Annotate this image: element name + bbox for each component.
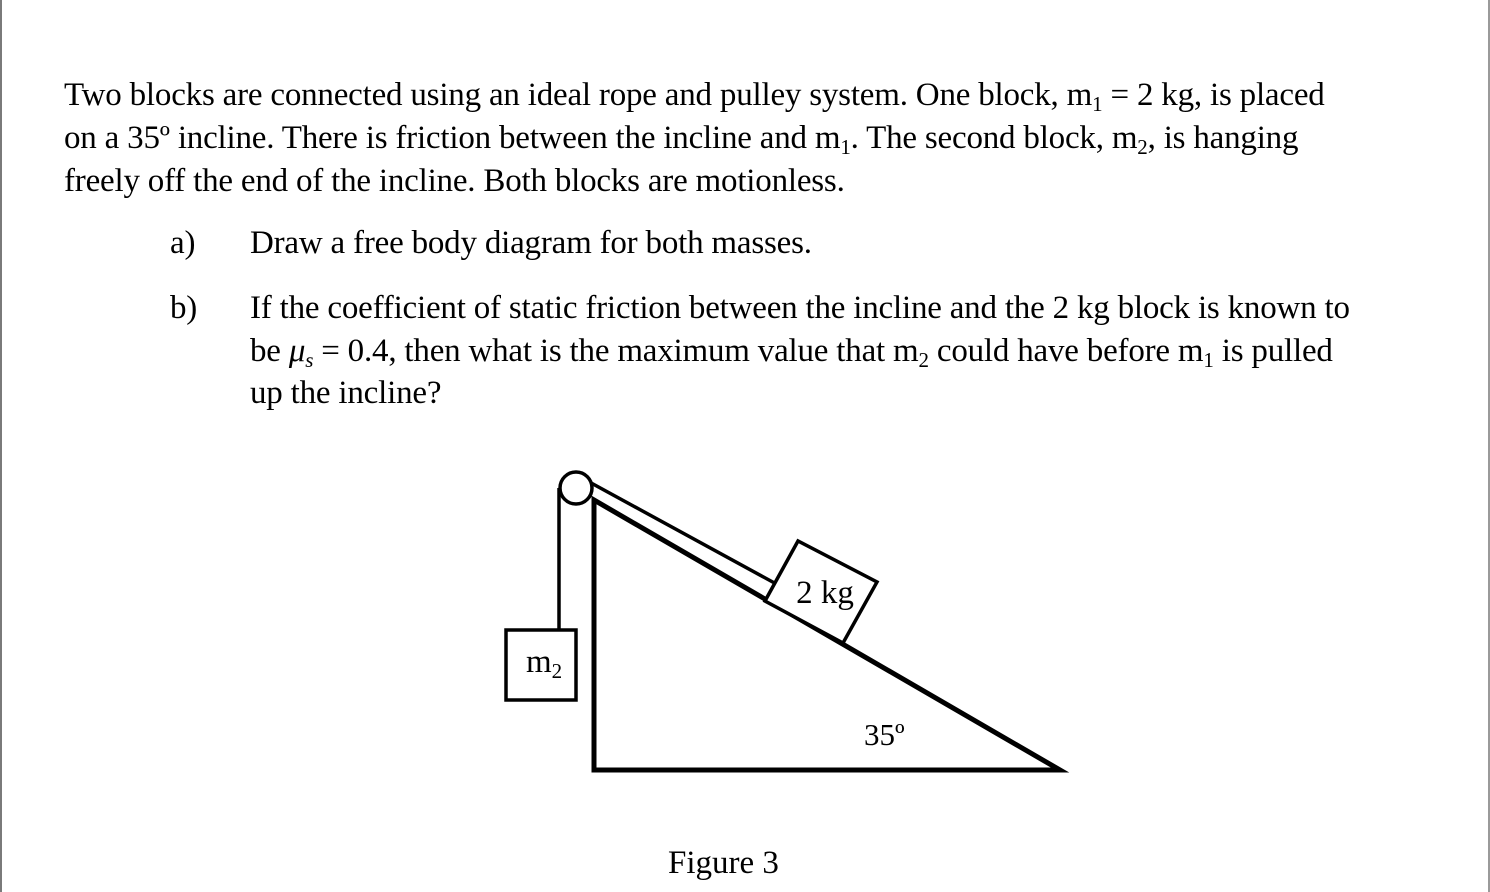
figure-caption: Figure 3 [668,845,779,881]
question-b-letter: b) [170,290,198,326]
angle-label: 35º [864,717,905,752]
rope-incline [582,478,780,586]
mu-symbol: $\mu_s$ [288,333,314,372]
problem-line-2: on a 35º incline. There is friction between the incline and $m_1$. The second block, $m_2$, is hanging [64,120,1299,159]
question-b-line-2: be $\mu_s = 0.4$, then what is the maximum value that $m_2$ could have before $m_1$ is pulled [250,333,1333,372]
pulley [560,472,592,504]
hanging-block-label: m2 [526,644,563,683]
problem-line-1: Two blocks are connected using an ideal rope and pulley system. One block, $m_1 = 2$ kg, is placed [64,77,1325,116]
question-b-line-3: up the incline? [250,375,442,411]
question-b-line-1: If the coefficient of static friction between the incline and the 2 kg block is known to [250,290,1350,326]
question-a-text: Draw a free body diagram for both masses. [250,225,812,261]
question-a-letter: a) [170,225,196,261]
problem-line-3: freely off the end of the incline. Both blocks are motionless. [64,163,845,199]
block-on-incline-label: 2 kg [796,575,854,611]
